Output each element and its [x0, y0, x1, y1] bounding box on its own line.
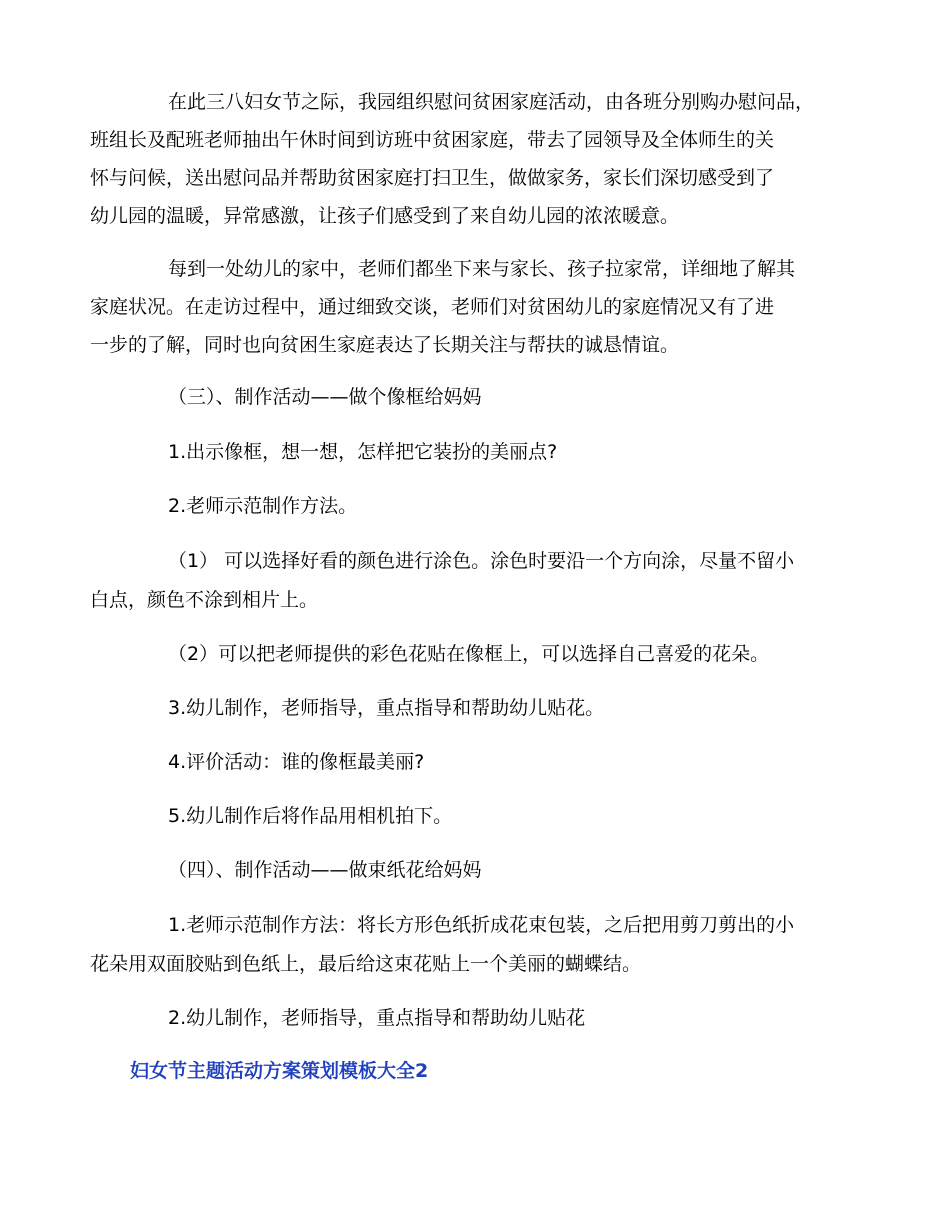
list-item: 1.老师示范制作方法：将长方形色纸折成花束包装，之后把用剪刀剪出的小 — [168, 914, 795, 936]
list-item: （2）可以把老师提供的彩色花贴在像框上，可以选择自己喜爱的花朵。 — [168, 643, 770, 665]
list-item: 3.幼儿制作，老师指导，重点指导和帮助幼儿贴花。 — [168, 697, 605, 719]
subsection-title: （三）、制作活动——做个像框给妈妈 — [168, 386, 482, 408]
subsection-title: （四）、制作活动——做束纸花给妈妈 — [168, 859, 482, 881]
paragraph-line: 花朵用双面胶贴到色纸上，最后给这束花贴上一个美丽的蝴蝶结。 — [90, 953, 642, 975]
paragraph-line: 幼儿园的温暖，异常感激，让孩子们感受到了来自幼儿园的浓浓暖意。 — [90, 205, 680, 227]
paragraph-line: 白点，颜色不涂到相片上。 — [90, 589, 319, 611]
list-item: 4.评价活动：谁的像框最美丽? — [168, 751, 425, 773]
paragraph-line: 在此三八妇女节之际，我园组织慰问贫困家庭活动，由各班分别购办慰问品， — [168, 91, 815, 113]
list-item: 5.幼儿制作后将作品用相机拍下。 — [168, 805, 453, 827]
list-item: 2.幼儿制作，老师指导，重点指导和帮助幼儿贴花 — [168, 1007, 586, 1029]
list-item: 2.老师示范制作方法。 — [168, 495, 358, 517]
section-heading: 妇女节主题活动方案策划模板大全2 — [130, 1060, 429, 1082]
paragraph-line: 怀与问候，送出慰问品并帮助贫困家庭打扫卫生，做做家务，家长们深切感受到了 — [90, 167, 775, 189]
paragraph-line: 家庭状况。在走访过程中，通过细致交谈，老师们对贫困幼儿的家庭情况又有了进 — [90, 296, 775, 318]
paragraph-line: 每到一处幼儿的家中，老师们都坐下来与家长、孩子拉家常，详细地了解其 — [168, 258, 796, 280]
list-item: （1） 可以选择好看的颜色进行涂色。涂色时要沿一个方向涂，尽量不留小 — [168, 550, 795, 572]
paragraph-line: 班组长及配班老师抽出午休时间到访班中贫困家庭，带去了园领导及全体师生的关 — [90, 129, 775, 151]
paragraph-line: 一步的了解，同时也向贫困生家庭表达了长期关注与帮扶的诚恳情谊。 — [90, 334, 680, 356]
list-item: 1.出示像框，想一想，怎样把它装扮的美丽点? — [168, 441, 558, 463]
